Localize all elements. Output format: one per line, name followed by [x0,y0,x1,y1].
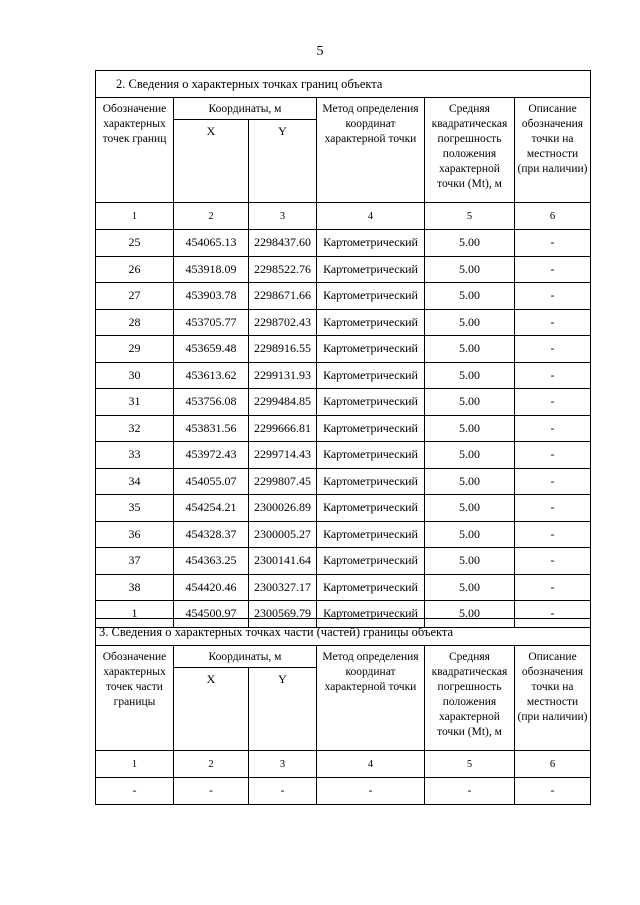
header-accuracy: Средняя квадратическая погрешность положения характерной точки (Mt), м [425,646,515,751]
header-designation: Обозначение характерных точек части границы [96,646,174,751]
accuracy-mt: 5.00 [425,309,515,336]
column-number: 4 [317,203,425,230]
coordinate-y: 2299131.93 [249,362,317,389]
method: Картометрический [317,336,425,363]
header-description: Описание обозначения точки на местности (при наличии) [515,646,591,751]
header-x: X [174,668,249,751]
table-row [96,309,591,336]
coordinate-x: 453918.09 [174,256,249,283]
part-boundary-points-table-body [96,619,591,805]
header-accuracy: Средняя квадратическая погрешность положения характерной точки (Mt), м [425,98,515,203]
point-number: 37 [96,548,174,575]
coordinate-x: 453705.77 [174,309,249,336]
coordinate-x: 454055.07 [174,468,249,495]
column-number: 6 [515,751,591,778]
point-description: - [515,601,591,628]
accuracy-mt: 5.00 [425,521,515,548]
section-title: 2. Сведения о характерных точках границ объекта [96,71,591,98]
boundary-points-table [95,70,591,628]
header-y: Y [249,120,317,203]
method: Картометрический [317,415,425,442]
coordinate-x: 453756.08 [174,389,249,416]
point-number: 35 [96,495,174,522]
header-coordinates: Координаты, м [174,98,317,120]
point-number: 33 [96,442,174,469]
accuracy-mt: 5.00 [425,601,515,628]
coordinate-x: 454254.21 [174,495,249,522]
coordinate-x: 453972.43 [174,442,249,469]
column-number: 6 [515,203,591,230]
header-x: X [174,120,249,203]
method: - [317,778,425,805]
point-number: 26 [96,256,174,283]
point-number: 28 [96,309,174,336]
point-description: - [515,309,591,336]
coordinate-y: 2300141.64 [249,548,317,575]
point-description: - [515,283,591,310]
point-number: 25 [96,230,174,257]
column-number: 4 [317,751,425,778]
point-description: - [515,256,591,283]
point-description: - [515,574,591,601]
coordinate-y: 2299484.85 [249,389,317,416]
point-description: - [515,495,591,522]
method: Картометрический [317,442,425,469]
header-designation: Обозначение характерных точек границ [96,98,174,203]
coordinate-y: 2298916.55 [249,336,317,363]
point-number: 29 [96,336,174,363]
method: Картометрический [317,362,425,389]
point-description: - [515,548,591,575]
table-row [96,495,591,522]
accuracy-mt: 5.00 [425,389,515,416]
coordinate-x: 454363.25 [174,548,249,575]
accuracy-mt: - [425,778,515,805]
accuracy-mt: 5.00 [425,495,515,522]
column-number: 3 [249,751,317,778]
coordinate-x: 453831.56 [174,415,249,442]
column-number: 2 [174,751,249,778]
point-description: - [515,468,591,495]
accuracy-mt: 5.00 [425,362,515,389]
coordinate-y: 2300569.79 [249,601,317,628]
accuracy-mt: 5.00 [425,230,515,257]
coordinate-y: 2300327.17 [249,574,317,601]
point-description: - [515,230,591,257]
method: Картометрический [317,230,425,257]
coordinate-x: 454065.13 [174,230,249,257]
point-number: 30 [96,362,174,389]
point-description: - [515,362,591,389]
method: Картометрический [317,548,425,575]
boundary-points-table-body [96,71,591,628]
coordinate-y: 2299807.45 [249,468,317,495]
table-row [96,362,591,389]
table-row [96,415,591,442]
accuracy-mt: 5.00 [425,468,515,495]
method: Картометрический [317,256,425,283]
header-y: Y [249,668,317,751]
table-row [96,336,591,363]
point-number: 36 [96,521,174,548]
header-method: Метод определения координат характерной точки [317,98,425,203]
point-description: - [515,336,591,363]
method: Картометрический [317,495,425,522]
section-title: 3. Сведения о характерных точках части (частей) границы объекта [96,619,591,646]
header-coordinates: Координаты, м [174,646,317,668]
accuracy-mt: 5.00 [425,574,515,601]
point-number: 27 [96,283,174,310]
point-number: 34 [96,468,174,495]
column-number: 1 [96,203,174,230]
coordinate-x: 454500.97 [174,601,249,628]
accuracy-mt: 5.00 [425,283,515,310]
coordinate-y: 2299666.81 [249,415,317,442]
column-number: 5 [425,203,515,230]
coordinate-x: 453903.78 [174,283,249,310]
point-number: 31 [96,389,174,416]
coordinate-x: 453659.48 [174,336,249,363]
coordinate-x: - [174,778,249,805]
method: Картометрический [317,283,425,310]
point-description: - [515,521,591,548]
point-description: - [515,778,591,805]
header-method: Метод определения координат характерной точки [317,646,425,751]
method: Картометрический [317,389,425,416]
table-row [96,283,591,310]
part-boundary-points-table [95,618,591,805]
accuracy-mt: 5.00 [425,415,515,442]
coordinate-y: 2298437.60 [249,230,317,257]
table-row [96,230,591,257]
point-number: - [96,778,174,805]
column-number: 5 [425,751,515,778]
coordinate-x: 454328.37 [174,521,249,548]
table-row [96,548,591,575]
accuracy-mt: 5.00 [425,336,515,363]
coordinate-y: 2298702.43 [249,309,317,336]
accuracy-mt: 5.00 [425,548,515,575]
page-number: 5 [316,44,324,59]
method: Картометрический [317,468,425,495]
table-row [96,256,591,283]
coordinate-x: 453613.62 [174,362,249,389]
point-description: - [515,415,591,442]
point-number: 38 [96,574,174,601]
column-number: 1 [96,751,174,778]
column-number: 3 [249,203,317,230]
table-row [96,389,591,416]
table-row [96,521,591,548]
coordinate-y: 2300005.27 [249,521,317,548]
method: Картометрический [317,601,425,628]
table-row [96,778,591,805]
coordinate-y: - [249,778,317,805]
point-number: 1 [96,601,174,628]
header-description: Описание обозначения точки на местности (при наличии) [515,98,591,203]
method: Картометрический [317,574,425,601]
accuracy-mt: 5.00 [425,442,515,469]
method: Картометрический [317,309,425,336]
point-description: - [515,389,591,416]
point-number: 32 [96,415,174,442]
coordinate-y: 2298671.66 [249,283,317,310]
coordinate-y: 2299714.43 [249,442,317,469]
table-row [96,468,591,495]
method: Картометрический [317,521,425,548]
table-row [96,574,591,601]
column-number: 2 [174,203,249,230]
coordinate-x: 454420.46 [174,574,249,601]
table-row [96,442,591,469]
coordinate-y: 2300026.89 [249,495,317,522]
accuracy-mt: 5.00 [425,256,515,283]
point-description: - [515,442,591,469]
coordinate-y: 2298522.76 [249,256,317,283]
